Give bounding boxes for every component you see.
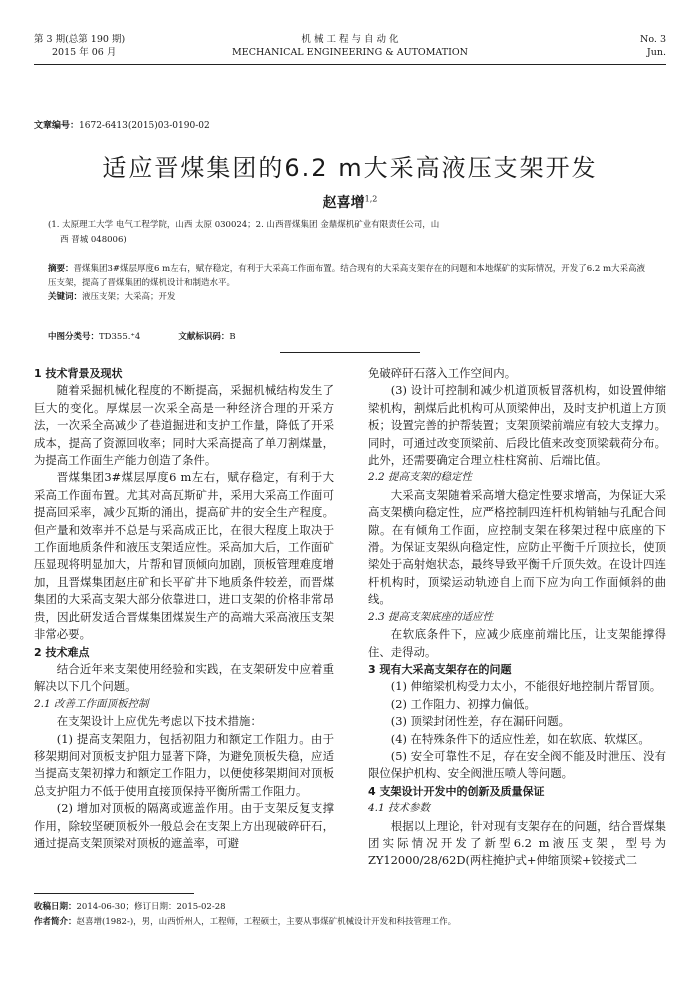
abstract-label: 摘要： bbox=[48, 264, 74, 274]
section-heading: 2 技术难点 bbox=[34, 645, 90, 659]
paragraph: (4) 在特殊条件下的适应性差，如在软底、软煤区。 bbox=[390, 731, 650, 746]
author-bio bbox=[34, 915, 666, 930]
paragraph: 根据以上理论，针对现有支架存在的问题，结合晋煤集团实际情况开发了新型6.2 m液压支架，型号为ZY12000/28/62D(两柱掩护式+伸缩顶梁+铰接式二 bbox=[368, 818, 666, 868]
paragraph: (1) 伸缩梁机构受力太小，不能很好地控制片帮冒顶。 bbox=[390, 679, 662, 694]
received-value: 2014-06-30；修订日期：2015-02-28 bbox=[76, 902, 226, 912]
paragraph: 晋煤集团3#煤层厚度6 m左右，赋存稳定，有利于大采高工作面布置。尤其对高瓦斯矿井，采用大采高工作面可提高回采率，减少瓦斯的涌出，提高矿井的安全生产程度。但产量和效率并不总是与采高成正比，在很大程度上取决于工作面地质条件和液压支架适应性。采高加大后，工作面矿压显现将明显加大，片帮和冒顶倾向加剧，顶板管理难度增加，且晋煤集团赵庄矿和长平矿井下地质条件较差，而晋煤集团的大采高支架大部分依靠进口，进口支架的价格非常昂贵，因此研发适合晋煤集团煤炭生产的高端大采高液压支架非常必要。 bbox=[34, 470, 334, 642]
body-column-left bbox=[34, 365, 334, 852]
section-heading: 4 支架设计开发中的创新及质量保证 bbox=[368, 784, 545, 798]
clc-value: TD355.⁺4 bbox=[99, 332, 141, 342]
paragraph: 大采高支架随着采高增大稳定性要求增高，为保证大采高支架横向稳定性，应严格控制四连杆机构销轴与孔配合间隙。在有倾角工作面，应控制支架在移架过程中底座的下滑。为保证支架纵向稳定性，应防止平衡千斤顶拉长，使顶梁处于高射炮状态，最终导致平衡千斤顶失效。在设计四连杆机构时，顶梁运动轨迹自上而下应为向工作面倾斜的曲线。 bbox=[368, 487, 666, 607]
paragraph: 在支架设计上应优先考虑以下技术措施： bbox=[56, 714, 262, 729]
body-column-right bbox=[368, 365, 666, 870]
paragraph: (3) 顶梁封闭性差，存在漏矸问题。 bbox=[390, 714, 571, 729]
header-number bbox=[640, 33, 666, 59]
subsection-heading: 2.2 提高支架的稳定性 bbox=[368, 471, 473, 484]
abstract-text: 晋煤集团3#煤层厚度6 m左右，赋存稳定，有利于大采高工作面布置。结合现有的大采高支架存在的问题和本地煤矿的实际情况，开发了6.2 m大采高液压支架，提高了晋煤集团的煤机设计和制造水平。 bbox=[48, 264, 646, 288]
section-heading: 1 技术背景及现状 bbox=[34, 367, 123, 380]
paragraph: 结合近年来支架使用经验和实践，在支架研发中应着重解决以下几个问题。 bbox=[34, 661, 334, 694]
article-number bbox=[34, 118, 210, 131]
subsection-heading: 4.1 技术参数 bbox=[368, 802, 431, 815]
received-label: 收稿日期： bbox=[34, 902, 77, 912]
doc-code-label: 文献标识码： bbox=[178, 332, 230, 342]
section-heading: 3 现有大采高支架存在的问题 bbox=[368, 662, 512, 676]
doc-code-value: B bbox=[229, 332, 236, 342]
issue-date: 2015 年 06 月 bbox=[52, 47, 117, 58]
paragraph: 在软底条件下，应减少底座前端比压，让支架能撑得住、走得动。 bbox=[368, 627, 666, 659]
classification-line bbox=[48, 330, 236, 342]
paragraph: (3) 设计可控制和减少机道顶板冒落机构，如设置伸缩梁机构，割煤后此机构可从顶梁伸出，及时支护机道上方顶板；设置完善的护帮装置；支架顶梁前端应有较大支撑力。同时，可通过改变顶梁前、后段比值来改变顶梁载荷分布。此外，还需要确定合理立柱柱窝前、后端比值。 bbox=[368, 383, 666, 468]
abstract bbox=[48, 262, 652, 290]
journal-name-cn: 机 械 工 程 与 自 动 化 bbox=[301, 34, 399, 45]
issue-number: 第 3 期(总第 190 期) bbox=[34, 34, 126, 45]
keywords-text: 液压支架；大采高；开发 bbox=[82, 292, 176, 302]
header-journal bbox=[200, 33, 500, 59]
article-number-value: 1672-6413(2015)03-0190-02 bbox=[79, 121, 210, 131]
header-issue bbox=[34, 33, 125, 59]
footnote bbox=[34, 900, 666, 930]
paragraph: 免破碎矸石落入工作空间内。 bbox=[368, 366, 517, 380]
paragraph: (1) 提高支架阻力，包括初阻力和额定工作阻力。由于移架期间对顶板支护阻力显著下降，为避免顶板失稳，应适当提高支架初撑力和额定工作阻力，以便使移架期间对顶板总支护阻力不低于使用直接顶保持平衡所需工作阻力。 bbox=[34, 731, 334, 798]
abstract-block bbox=[48, 262, 652, 304]
author-name: 赵喜增 bbox=[322, 195, 365, 211]
subsection-heading: 2.3 提高支架底座的适应性 bbox=[368, 610, 494, 623]
issue-month-en: Jun. bbox=[646, 47, 666, 58]
paragraph: (5) 安全可靠性不足，存在安全阀不能及时泄压、没有限位保护机构、安全阀泄压喷人等问题。 bbox=[368, 748, 666, 781]
author-line bbox=[34, 192, 666, 212]
paragraph: (2) 增加对顶板的隔离或遮盖作用。由于支架反复支撑作用，除较坚硬顶板外一般总会在支架上方出现破碎矸石，通过提高支架顶梁对顶板的遮盖率，可避 bbox=[34, 801, 334, 850]
keywords bbox=[48, 290, 652, 304]
keywords-label: 关键词： bbox=[48, 292, 83, 302]
header-divider bbox=[34, 64, 666, 65]
affiliation-line-1: (1. 太原理工大学 电气工程学院，山西 太原 030024；2. 山西晋煤集团 金鼎煤机矿业有限责任公司，山 bbox=[48, 220, 440, 230]
paper-title: 适应晋煤集团的6.2 m大采高液压支架开发 bbox=[102, 154, 598, 182]
paragraph: (2) 工作阻力、初撑力偏低。 bbox=[390, 696, 536, 711]
author-bio-value: 赵喜增(1982-)，男，山西忻州人，工程师，工程硕士，主要从事煤矿机械设计开发和科技管理工作。 bbox=[76, 917, 457, 927]
article-number-label: 文章编号： bbox=[34, 121, 80, 131]
clc-label: 中图分类号： bbox=[48, 332, 100, 342]
affiliations bbox=[48, 218, 652, 248]
affiliation-line-2: 西 晋城 048006) bbox=[60, 235, 127, 245]
author-affil-marks: 1,2 bbox=[364, 194, 378, 204]
author-bio-label: 作者简介： bbox=[34, 917, 77, 927]
journal-name-en: MECHANICAL ENGINEERING & AUTOMATION bbox=[232, 47, 468, 58]
issue-no-en: No. 3 bbox=[640, 34, 666, 45]
paragraph: 随着采掘机械化程度的不断提高，采掘机械结构发生了巨大的变化。厚煤层一次采全高是一种经济合理的开采方法，一次采全高减少了巷道掘进和支护工作量，降低了开采成本，提高了资源回收率；同时大采高提高了单刀割煤量，为提高工作面生产能力创造了条件。 bbox=[34, 383, 334, 468]
subsection-heading: 2.1 改善工作面顶板控制 bbox=[34, 697, 149, 710]
footnote-divider bbox=[34, 893, 194, 894]
received-date bbox=[34, 900, 666, 915]
abstract-divider bbox=[280, 352, 420, 353]
